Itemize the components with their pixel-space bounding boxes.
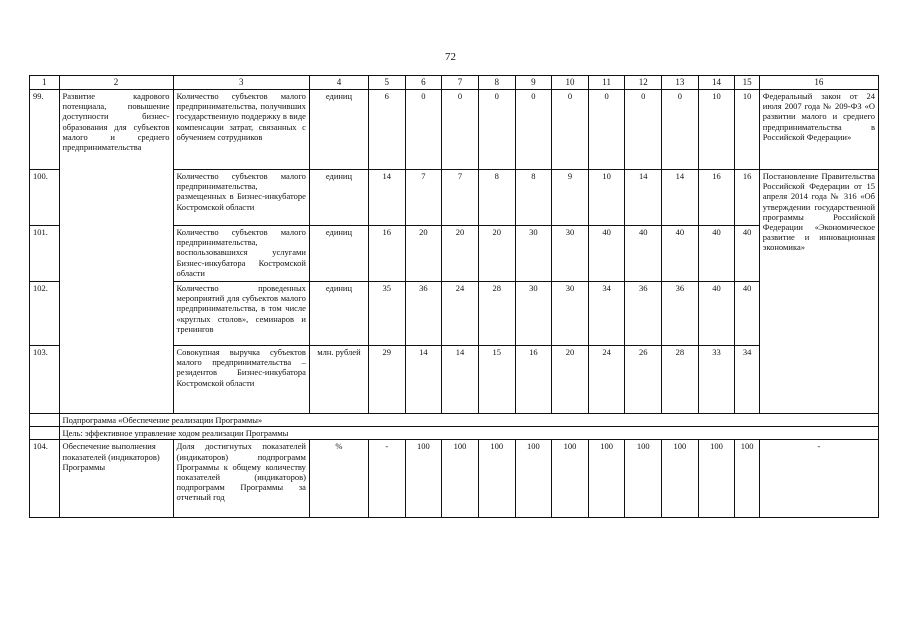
value-cell: 14 [405,346,442,414]
unit-cell: единиц [309,90,368,170]
value-cell: 0 [405,90,442,170]
value-cell: 100 [735,440,759,518]
value-cell: 100 [478,440,515,518]
table-row [30,90,879,170]
column-header: 9 [515,76,552,90]
value-cell: 36 [662,282,699,346]
value-cell: 100 [588,440,625,518]
indicator-cell: Доля достигнутых показателей (индикаторов) подпрограмм Программы к общему количеству показателей (индикаторов) подпрограмм Программы за отчетный год [173,440,309,518]
empty-cell [30,414,60,427]
goal-row [30,427,879,440]
basis-cell: - [759,440,878,518]
indicator-table [29,75,879,518]
value-cell: 7 [405,170,442,226]
value-cell: 36 [625,282,662,346]
unit-cell: единиц [309,170,368,226]
value-cell: 33 [698,346,735,414]
basis-cell: Постановление Правительства Российской Федерации от 15 апреля 2014 года № 316 «Об утверждении государственной программы Российской Федерации «Экономическое развитие и инновационная экономика» [759,170,878,414]
value-cell: 26 [625,346,662,414]
value-cell: 8 [478,170,515,226]
column-header: 6 [405,76,442,90]
header-row [30,76,879,90]
value-cell: 7 [442,170,479,226]
basis-cell: Федеральный закон от 24 июля 2007 года № 209-ФЗ «О развитии малого и среднего предпринимательства в Российской Федерации» [759,90,878,170]
value-cell: 0 [552,90,589,170]
column-header: 4 [309,76,368,90]
value-cell: 40 [735,282,759,346]
value-cell: 8 [515,170,552,226]
column-header: 12 [625,76,662,90]
value-cell: 6 [368,90,405,170]
value-cell: 28 [662,346,699,414]
value-cell: 16 [735,170,759,226]
value-cell: 20 [442,226,479,282]
value-cell: 14 [442,346,479,414]
column-header: 5 [368,76,405,90]
value-cell: 30 [552,226,589,282]
value-cell: 20 [405,226,442,282]
column-header: 11 [588,76,625,90]
row-number: 101. [30,226,60,282]
value-cell: 100 [625,440,662,518]
column-header: 2 [59,76,173,90]
value-cell: 20 [478,226,515,282]
value-cell: 16 [515,346,552,414]
value-cell: 40 [625,226,662,282]
value-cell: 40 [588,226,625,282]
value-cell: 100 [515,440,552,518]
value-cell: 34 [588,282,625,346]
value-cell: 0 [588,90,625,170]
row-number: 100. [30,170,60,226]
value-cell: 10 [698,90,735,170]
value-cell: 35 [368,282,405,346]
column-header: 16 [759,76,878,90]
row-number: 99. [30,90,60,170]
table-row [30,440,879,518]
indicator-cell: Количество субъектов малого предпринимательства, получивших государственную поддержку в виде компенсации затрат, связанных с обучением сотрудников [173,90,309,170]
value-cell: 14 [625,170,662,226]
subprogram-row-text: Подпрограмма «Обеспечение реализации Программы» [59,414,878,427]
value-cell: 0 [515,90,552,170]
value-cell: 24 [442,282,479,346]
unit-cell: % [309,440,368,518]
value-cell: 40 [662,226,699,282]
value-cell: 0 [625,90,662,170]
column-header: 7 [442,76,479,90]
value-cell: 0 [662,90,699,170]
value-cell: 100 [662,440,699,518]
value-cell: 100 [698,440,735,518]
measure-cell: Развитие кадрового потенциала, повышение доступности бизнес-образования для субъектов малого и среднего предпринимательства [59,90,173,414]
column-header: 10 [552,76,589,90]
value-cell: 16 [698,170,735,226]
value-cell: 40 [698,282,735,346]
column-header: 13 [662,76,699,90]
value-cell: - [368,440,405,518]
page-number: 72 [445,51,456,63]
value-cell: 100 [442,440,479,518]
value-cell: 14 [662,170,699,226]
value-cell: 0 [478,90,515,170]
value-cell: 16 [368,226,405,282]
empty-cell [30,427,60,440]
row-number: 103. [30,346,60,414]
value-cell: 36 [405,282,442,346]
value-cell: 40 [735,226,759,282]
unit-cell: единиц [309,226,368,282]
value-cell: 10 [735,90,759,170]
value-cell: 30 [515,282,552,346]
unit-cell: единиц [309,282,368,346]
value-cell: 100 [405,440,442,518]
unit-cell: млн. рублей [309,346,368,414]
column-header: 15 [735,76,759,90]
value-cell: 10 [588,170,625,226]
value-cell: 15 [478,346,515,414]
row-number: 104. [30,440,60,518]
measure-cell: Обеспечение выполнения показателей (индикаторов) Программы [59,440,173,518]
value-cell: 30 [552,282,589,346]
value-cell: 20 [552,346,589,414]
column-header: 8 [478,76,515,90]
value-cell: 34 [735,346,759,414]
value-cell: 14 [368,170,405,226]
value-cell: 40 [698,226,735,282]
value-cell: 28 [478,282,515,346]
value-cell: 100 [552,440,589,518]
column-header: 3 [173,76,309,90]
value-cell: 30 [515,226,552,282]
value-cell: 24 [588,346,625,414]
indicator-cell: Количество проведенных мероприятий для субъектов малого предпринимательства, в том числе «круглых столов», семинаров и тренингов [173,282,309,346]
column-header: 14 [698,76,735,90]
column-header: 1 [30,76,60,90]
value-cell: 9 [552,170,589,226]
subprogram-row [30,414,879,427]
goal-row-text: Цель: эффективное управление ходом реализации Программы [59,427,878,440]
indicator-cell: Количество субъектов малого предпринимательства, размещенных в Бизнес-инкубаторе Костромской области [173,170,309,226]
indicator-cell: Совокупная выручка субъектов малого предпринимательства – резидентов Бизнес-инкубатора Костромской области [173,346,309,414]
indicator-cell: Количество субъектов малого предпринимательства, воспользовавшихся услугами Бизнес-инкубатора Костромской области [173,226,309,282]
row-number: 102. [30,282,60,346]
value-cell: 29 [368,346,405,414]
value-cell: 0 [442,90,479,170]
